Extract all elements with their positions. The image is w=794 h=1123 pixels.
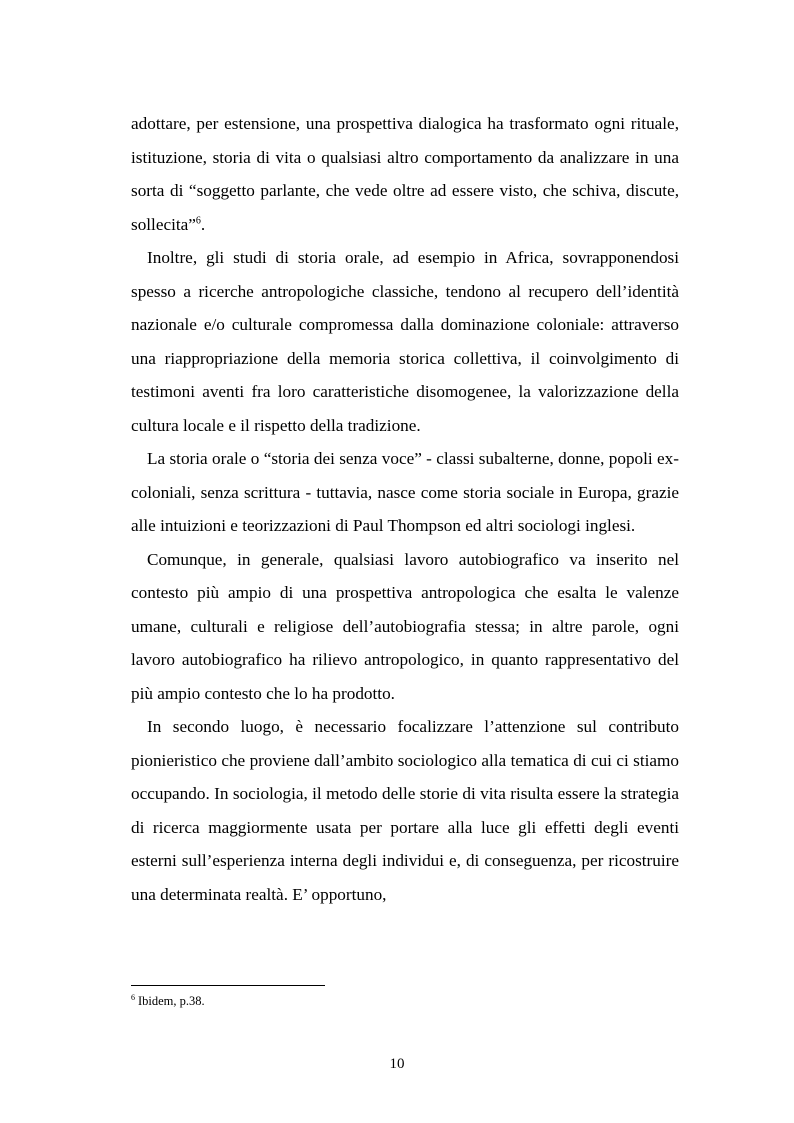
footnote-reference[interactable]: 6 <box>195 214 201 226</box>
body-text <box>131 107 679 911</box>
footnote-number: 6 <box>131 992 135 1002</box>
paragraph-2: Inoltre, gli studi di storia orale, ad esempio in Africa, sovrapponendosi spesso a ricerche antropologiche classiche, tendono al recupero dell’identità nazionale e/o culturale compromessa dalla dominazione coloniale: attraverso una riappropriazione della memoria storica collettiva, il coinvolgimento di testimoni aventi fra loro caratteristiche disomogenee, la valorizzazione della cultura locale e il rispetto della tradizione. <box>131 248 679 435</box>
footnote-divider <box>131 985 325 986</box>
paragraph-1-tail: . <box>200 214 206 234</box>
paragraph-4: Comunque, in generale, qualsiasi lavoro autobiografico va inserito nel contesto più ampio di una prospettiva antropologica che esalta le valenze umane, culturali e religiose dell’autobiografia stessa; in altre parole, ogni lavoro autobiografico ha rilievo antropologico, in quanto rappresentativo del più ampio contesto che lo ha prodotto. <box>131 549 679 703</box>
page-number: 10 <box>389 1056 405 1072</box>
paragraph-5: In secondo luogo, è necessario focalizzare l’attenzione sul contributo pionieristico che proviene dall’ambito sociologico alla tematica di cui ci stiamo occupando. In sociologia, il metodo delle storie di vita risulta essere la strategia di ricerca maggiormente usata per portare alla luce gli effetti degli eventi esterni sull’esperienza interna degli individui e, di conseguenza, per ricostruire una determinata realtà. E’ opportuno, <box>131 717 679 904</box>
paragraph-1 <box>131 107 679 241</box>
paragraph-3: La storia orale o “storia dei senza voce” - classi subalterne, donne, popoli ex-coloniali, senza scrittura - tuttavia, nasce come storia sociale in Europa, grazie alle intuizioni e teorizzazioni di Paul Thompson ed altri sociologi inglesi. <box>131 449 679 535</box>
paragraph-1-text: adottare, per estensione, una prospettiva dialogica ha trasformato ogni rituale, istituzione, storia di vita o qualsiasi altro comportamento da analizzare in una sorta di “soggetto parlante, che vede oltre ad essere visto, che schiva, discute, sollecita” <box>131 114 679 234</box>
footnote <box>131 993 205 1009</box>
footnote-text: Ibidem, p.38. <box>138 994 205 1008</box>
